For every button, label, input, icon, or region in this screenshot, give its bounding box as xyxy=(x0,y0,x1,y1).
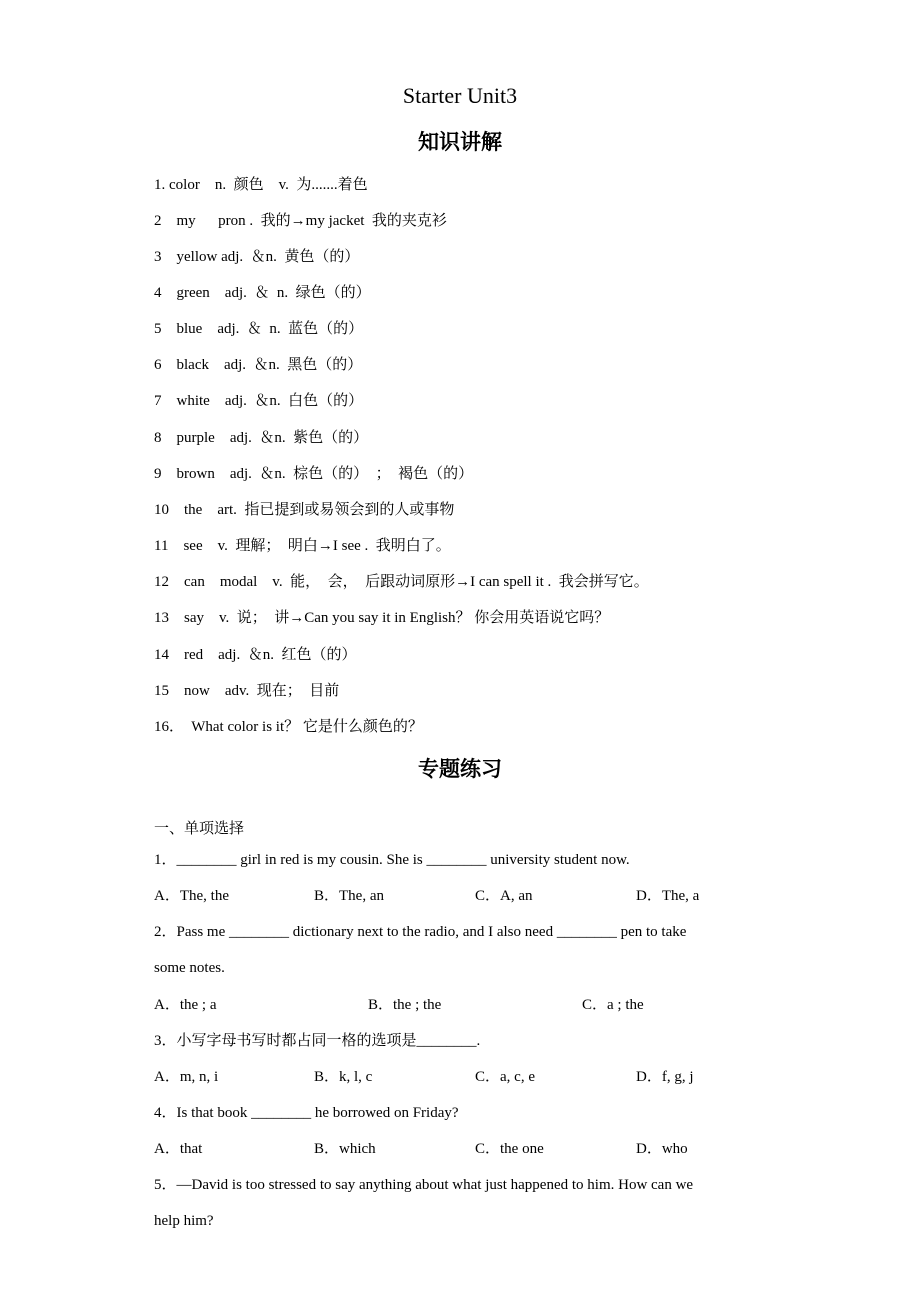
question-stem-continued: help him? xyxy=(154,1213,214,1229)
vocab-item: 9 brown adj. ＆n. 棕色（的） ； 褐色（的） xyxy=(154,466,474,482)
option-c: C．A, an xyxy=(475,888,533,904)
option-a: A．the ; a xyxy=(154,997,217,1013)
option-c: C．the one xyxy=(475,1141,544,1157)
page-title: Starter Unit3 xyxy=(402,83,518,108)
question-stem-continued: some notes. xyxy=(154,960,225,976)
vocab-item: 13 say v. 说； 讲→Can you say it in English？ 你会用英语说它吗？ xyxy=(154,610,610,626)
option-d: D．f, g, j xyxy=(636,1069,694,1085)
vocab-heading: 知识讲解 xyxy=(418,130,502,154)
vocab-item: 15 now adv. 现在； 目前 xyxy=(154,683,340,699)
option-c: C．a, c, e xyxy=(475,1069,535,1085)
option-a: A．The, the xyxy=(154,888,229,904)
vocab-item: 16． What color is it？ 它是什么颜色的？ xyxy=(154,719,423,735)
part-label: 一、单项选择 xyxy=(154,821,245,837)
option-a: A．that xyxy=(154,1141,203,1157)
vocab-item: 11 see v. 理解； 明白→I see . 我明白了。 xyxy=(154,538,451,554)
vocab-item: 6 black adj. ＆n. 黑色（的） xyxy=(154,357,363,373)
vocab-item: 7 white adj. ＆n. 白色（的） xyxy=(154,393,364,409)
vocab-item: 5 blue adj. ＆ n. 蓝色（的） xyxy=(154,321,364,337)
vocab-item: 4 green adj. ＆ n. 绿色（的） xyxy=(154,285,371,301)
vocab-item: 14 red adj. ＆n. 红色（的） xyxy=(154,647,357,663)
option-a: A．m, n, i xyxy=(154,1069,219,1085)
option-b: B．The, an xyxy=(314,888,384,904)
question-stem: 2．Pass me ________ dictionary next to the radio, and I also need ________ pen to take xyxy=(154,924,687,940)
option-c: C．a ; the xyxy=(582,997,644,1013)
vocab-item: 10 the art. 指已提到或易领会到的人或事物 xyxy=(154,502,455,518)
option-b: B．which xyxy=(314,1141,376,1157)
option-d: D．The, a xyxy=(636,888,700,904)
vocab-item: 12 can modal v. 能， 会， 后跟动词原形→I can spell it . 我会拼写它。 xyxy=(154,574,649,590)
question-stem: 3．小写字母书写时都占同一格的选项是________. xyxy=(154,1033,481,1049)
option-d: D．who xyxy=(636,1141,688,1157)
vocab-item: 2 my pron . 我的→my jacket 我的夹克衫 xyxy=(154,213,447,229)
vocab-item: 3 yellow adj. ＆n. 黄色（的） xyxy=(154,249,360,265)
question-stem: 1．________ girl in red is my cousin. She is ________ university student now. xyxy=(154,852,630,868)
question-stem: 5．—David is too stressed to say anything about what just happened to him. How can we xyxy=(154,1177,694,1193)
vocab-item: 8 purple adj. ＆n. 紫色（的） xyxy=(154,430,369,446)
option-b: B．k, l, c xyxy=(314,1069,373,1085)
question-stem: 4．Is that book ________ he borrowed on Friday? xyxy=(154,1105,459,1121)
option-b: B．the ; the xyxy=(368,997,442,1013)
practice-heading: 专题练习 xyxy=(418,757,502,781)
vocab-item: 1. color n. 颜色 v. 为.......着色 xyxy=(154,177,368,193)
